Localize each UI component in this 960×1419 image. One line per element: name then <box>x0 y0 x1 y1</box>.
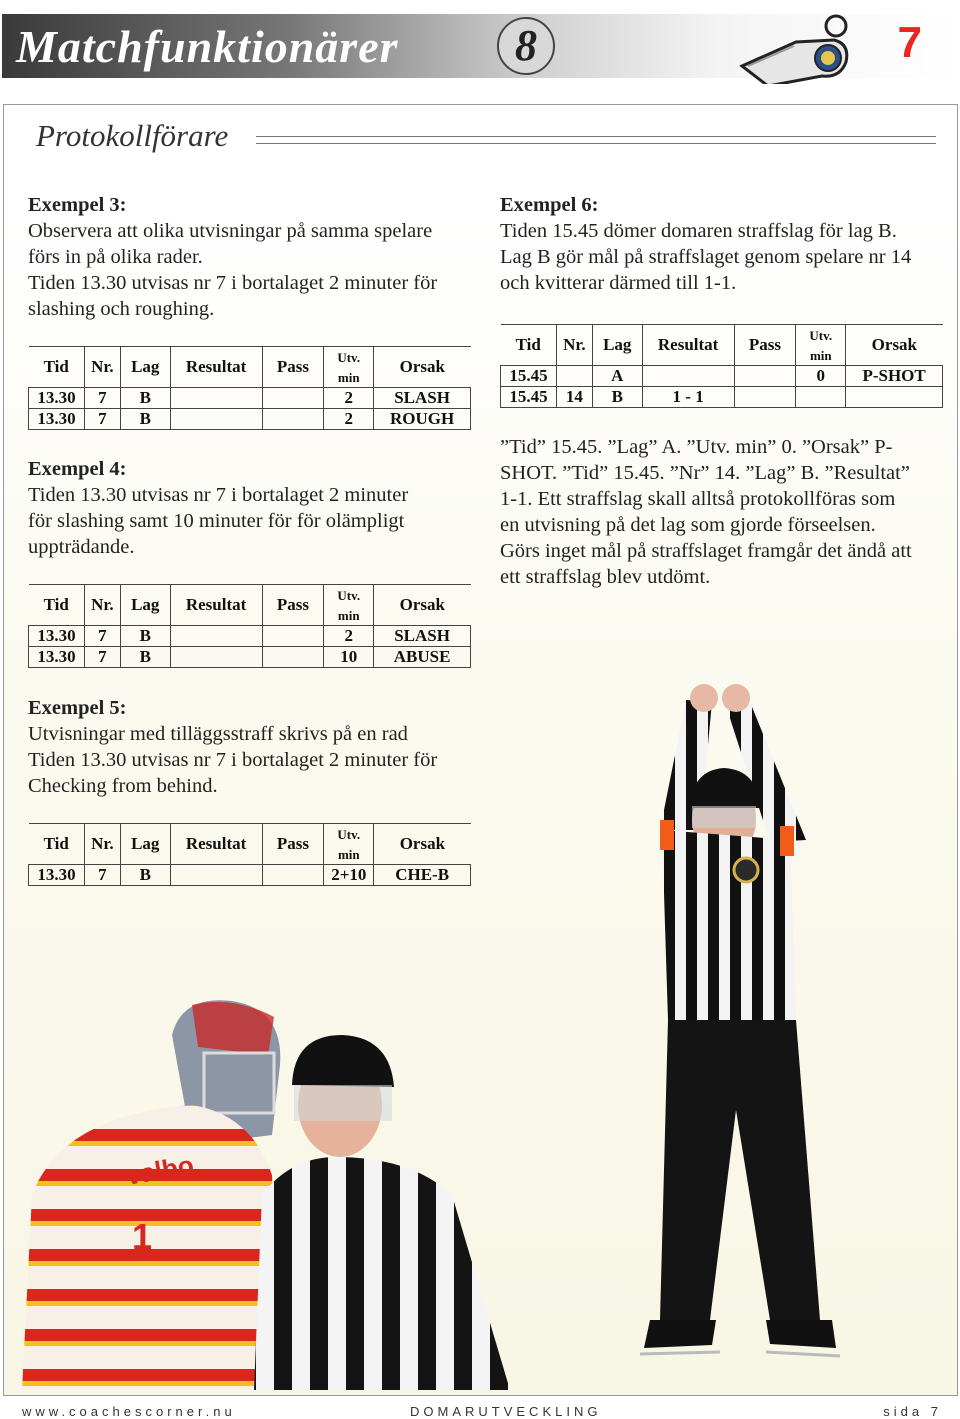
header-utv-min: Utv. min <box>324 585 374 626</box>
cell: 1 - 1 <box>642 387 734 408</box>
cell: 0 <box>796 366 846 387</box>
cell <box>262 647 324 668</box>
cell: CHE-B <box>374 865 471 886</box>
cell <box>170 865 262 886</box>
table-row <box>29 865 471 886</box>
example5-text <box>28 695 437 799</box>
header-resultat: Resultat <box>642 325 734 366</box>
header-resultat: Resultat <box>170 585 262 626</box>
table-row <box>29 409 471 430</box>
example6-explanation <box>500 434 912 590</box>
explanation-line: Görs inget mål på straffslaget framgår det ändå att <box>500 540 912 562</box>
cell <box>262 388 324 409</box>
header-orsak: Orsak <box>374 585 471 626</box>
cell: ROUGH <box>374 409 471 430</box>
example5-line: Tiden 13.30 utvisas nr 7 i bortalaget 2 minuter för <box>28 749 438 771</box>
footer-website: www.coachescorner.nu <box>22 1404 236 1419</box>
example4-heading: Exempel 4: <box>28 458 127 480</box>
table-row <box>501 366 943 387</box>
cell: B <box>120 409 170 430</box>
cell <box>734 366 796 387</box>
cell: 7 <box>84 647 120 668</box>
header-pass: Pass <box>262 824 324 865</box>
explanation-line: SHOT. ”Tid” 15.45. ”Nr” 14. ”Lag” B. ”Resultat” <box>500 462 910 484</box>
jersey-number: 1 <box>132 1216 153 1257</box>
cell: B <box>592 387 642 408</box>
cell: 7 <box>84 626 120 647</box>
header-tid: Tid <box>501 325 557 366</box>
cell: 13.30 <box>29 388 85 409</box>
referee-signal-photo <box>620 680 850 1390</box>
example6-text <box>500 192 911 296</box>
header-nr: Nr. <box>84 585 120 626</box>
explanation-line: 1-1. Ett straffslag skall alltså protokollföras som <box>500 488 896 510</box>
cell <box>796 387 846 408</box>
cell <box>170 626 262 647</box>
table-row <box>29 626 471 647</box>
header-orsak: Orsak <box>374 824 471 865</box>
example5-table <box>28 823 471 886</box>
example5-line: Checking from behind. <box>28 775 218 797</box>
header-utv-min: Utv. min <box>324 824 374 865</box>
table-row <box>29 647 471 668</box>
header-resultat: Resultat <box>170 347 262 388</box>
cell <box>846 387 943 408</box>
cell: 2 <box>324 388 374 409</box>
goalie-referee-photo <box>22 995 522 1390</box>
example4-line: uppträdande. <box>28 536 135 558</box>
example3-line: förs in på olika rader. <box>28 246 203 268</box>
header-lag: Lag <box>592 325 642 366</box>
header-title: Matchfunktionärer <box>16 21 399 72</box>
table-header-row <box>29 585 471 626</box>
header-lag: Lag <box>120 585 170 626</box>
cell: 7 <box>84 388 120 409</box>
table-header-row <box>501 325 943 366</box>
page-number: 7 <box>897 18 922 67</box>
header-utv-min: Utv. min <box>796 325 846 366</box>
header-pass: Pass <box>262 347 324 388</box>
cell <box>642 366 734 387</box>
header-nr: Nr. <box>84 824 120 865</box>
cell: 2 <box>324 409 374 430</box>
cell: A <box>592 366 642 387</box>
header-orsak: Orsak <box>846 325 943 366</box>
cell: 13.30 <box>29 647 85 668</box>
header-orsak: Orsak <box>374 347 471 388</box>
example3-text <box>28 192 437 322</box>
example6-line: och kvitterar därmed till 1-1. <box>500 272 737 294</box>
cell: 14 <box>556 387 592 408</box>
cell <box>170 409 262 430</box>
cell: 7 <box>84 865 120 886</box>
cell: B <box>120 388 170 409</box>
footer-page: sida 7 <box>883 1404 942 1419</box>
example3-line: Observera att olika utvisningar på samma spelare <box>28 220 433 242</box>
cell <box>262 409 324 430</box>
whistle-icon <box>738 14 858 84</box>
header-banner <box>2 14 958 78</box>
example6-heading: Exempel 6: <box>500 194 599 216</box>
cell: 7 <box>84 409 120 430</box>
section-title: Protokollförare <box>36 118 229 153</box>
cell <box>170 647 262 668</box>
example4-line: för slashing samt 10 minuter för för olämpligt <box>28 510 405 532</box>
cell: 15.45 <box>501 366 557 387</box>
cell <box>262 626 324 647</box>
table-row <box>29 388 471 409</box>
cell: 13.30 <box>29 865 85 886</box>
cell: SLASH <box>374 388 471 409</box>
cell <box>262 865 324 886</box>
example6-table <box>500 324 943 408</box>
table-header-row <box>29 824 471 865</box>
header-pass: Pass <box>734 325 796 366</box>
section-rule <box>256 136 936 144</box>
header-tid: Tid <box>29 824 85 865</box>
chapter-badge: 8 <box>497 17 555 75</box>
example3-line: slashing och roughing. <box>28 298 215 320</box>
example5-heading: Exempel 5: <box>28 697 127 719</box>
cell: 13.30 <box>29 409 85 430</box>
example4-line: Tiden 13.30 utvisas nr 7 i bortalaget 2 minuter <box>28 484 409 506</box>
explanation-line: ett straffslag blev utdömt. <box>500 566 711 588</box>
example4-table <box>28 584 471 668</box>
example3-heading: Exempel 3: <box>28 194 127 216</box>
header-utv-min: Utv. min <box>324 347 374 388</box>
cell: 13.30 <box>29 626 85 647</box>
table-header-row <box>29 347 471 388</box>
header-nr: Nr. <box>556 325 592 366</box>
explanation-line: ”Tid” 15.45. ”Lag” A. ”Utv. min” 0. ”Orsak” P- <box>500 436 893 458</box>
cell: 2+10 <box>324 865 374 886</box>
example4-text <box>28 456 408 560</box>
header-pass: Pass <box>262 585 324 626</box>
example5-line: Utvisningar med tilläggsstraff skrivs på en rad <box>28 723 408 745</box>
cell: SLASH <box>374 626 471 647</box>
example6-line: Lag B gör mål på straffslaget genom spelare nr 14 <box>500 246 912 268</box>
header-tid: Tid <box>29 585 85 626</box>
jersey-logo-text: valbo <box>123 1149 196 1191</box>
header-lag: Lag <box>120 824 170 865</box>
cell: P-SHOT <box>846 366 943 387</box>
table-row <box>501 387 943 408</box>
header-nr: Nr. <box>84 347 120 388</box>
explanation-line: en utvisning på det lag som gjorde förseelsen. <box>500 514 876 536</box>
cell: ABUSE <box>374 647 471 668</box>
example6-line: Tiden 15.45 dömer domaren straffslag för lag B. <box>500 220 897 242</box>
cell: B <box>120 626 170 647</box>
example3-table <box>28 346 471 430</box>
cell <box>556 366 592 387</box>
header-tid: Tid <box>29 347 85 388</box>
example3-line: Tiden 13.30 utvisas nr 7 i bortalaget 2 minuter för <box>28 272 438 294</box>
cell: B <box>120 865 170 886</box>
cell: B <box>120 647 170 668</box>
cell: 2 <box>324 626 374 647</box>
cell: 15.45 <box>501 387 557 408</box>
cell <box>734 387 796 408</box>
cell <box>170 388 262 409</box>
header-lag: Lag <box>120 347 170 388</box>
cell: 10 <box>324 647 374 668</box>
header-resultat: Resultat <box>170 824 262 865</box>
footer-section: DOMARUTVECKLING <box>410 1404 602 1419</box>
